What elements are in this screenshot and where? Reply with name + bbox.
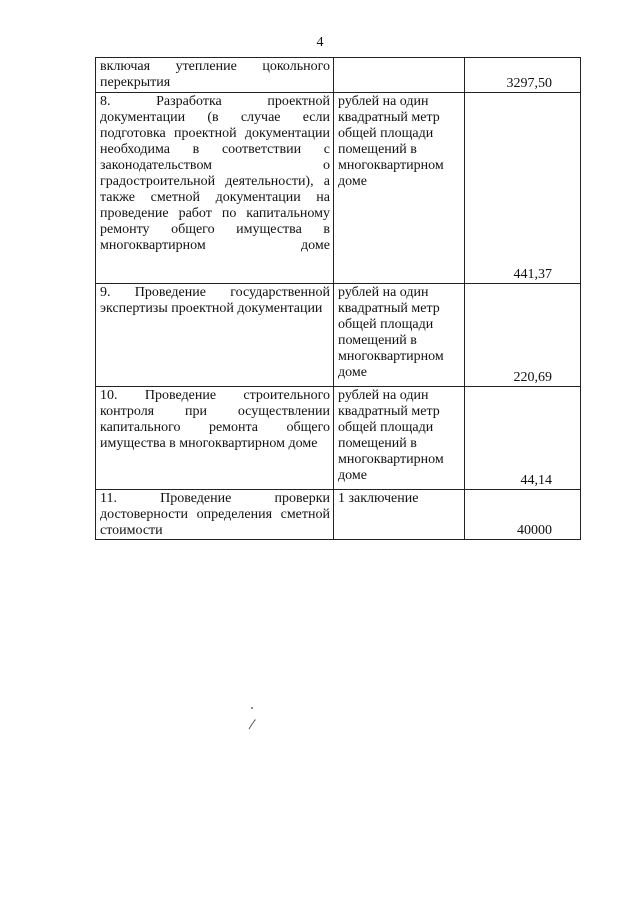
table-row (96, 284, 581, 387)
row-name: 10. Проведение строительного контроля при осуществлении капитального ремонта общего имущества в многоквартирном доме (96, 387, 334, 490)
row-value: 220,69 (465, 284, 581, 387)
row-name: 11. Проведение проверки достоверности определения сметной стоимости (96, 490, 334, 540)
page-number: 4 (316, 35, 324, 50)
row-unit (334, 58, 465, 93)
table-row (96, 93, 581, 284)
ink-marks (246, 705, 258, 731)
row-name: 8. Разработка проектной документации (в случае если подготовка проектной документации необходима в соответствии с законодательством о градостроительной деятельности), а также сметной документации на проведение работ по капитальному ремонту общего имущества в многоквартирном доме (96, 93, 334, 284)
table-row (96, 58, 581, 93)
row-value: 441,37 (465, 93, 581, 284)
row-value: 44,14 (465, 387, 581, 490)
row-unit: рублей на один квадратный метр общей площади помещений в многоквартирном доме (334, 387, 465, 490)
row-name: включая утепление цокольного перекрытия (96, 58, 334, 93)
row-name: 9. Проведение государственной экспертизы проектной документации (96, 284, 334, 387)
cost-table (95, 57, 581, 540)
row-value: 3297,50 (465, 58, 581, 93)
table-row (96, 490, 581, 540)
row-unit: 1 заключение (334, 490, 465, 540)
row-value: 40000 (465, 490, 581, 540)
table-row (96, 387, 581, 490)
row-unit: рублей на один квадратный метр общей площади помещений в многоквартирном доме (334, 284, 465, 387)
row-unit: рублей на один квадратный метр общей площади помещений в многоквартирном доме (334, 93, 465, 284)
